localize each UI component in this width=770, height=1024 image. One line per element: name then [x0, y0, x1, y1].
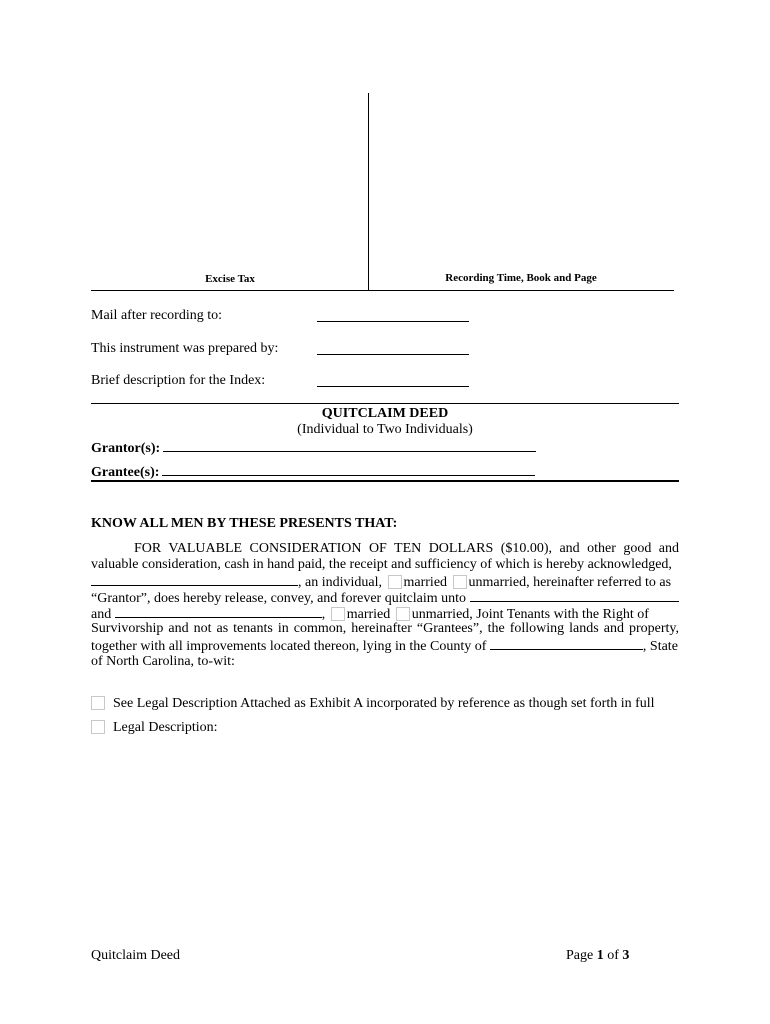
exhibit-a-option[interactable]: [91, 696, 655, 712]
grantor-label: Grantor(s):: [91, 441, 161, 456]
header-divider: [368, 93, 369, 290]
mail-after-recording-label: Mail after recording to:: [91, 308, 223, 323]
footer-title: Quitclaim Deed: [91, 948, 181, 963]
grantees-married-checkbox[interactable]: [331, 607, 345, 621]
body-heading: KNOW ALL MEN BY THESE PRESENTS THAT:: [91, 516, 398, 531]
county-field[interactable]: [490, 637, 643, 650]
deed-title: QUITCLAIM DEED: [321, 406, 449, 421]
grantee-row: [91, 463, 535, 481]
grantor-name-field[interactable]: [91, 573, 298, 586]
survivorship-paragraph: [91, 621, 679, 655]
grantee-2-name-field[interactable]: [115, 605, 322, 618]
grantor-unmarried-checkbox[interactable]: [453, 575, 467, 589]
deed-subtitle: (Individual to Two Individuals): [297, 422, 473, 437]
exhibit-a-label: See Legal Description Attached as Exhibit A incorporated by reference as though set forth in full: [113, 696, 655, 711]
married-label: married: [403, 575, 448, 590]
prepared-by-field[interactable]: [317, 354, 469, 355]
grantor-married-checkbox[interactable]: [388, 575, 402, 589]
grantee-1-name-field[interactable]: [470, 589, 679, 602]
brief-description-label: Brief description for the Index:: [91, 373, 266, 388]
brief-description-field[interactable]: [317, 386, 469, 387]
exhibit-a-checkbox[interactable]: [91, 696, 105, 710]
comma-text: ,: [321, 607, 326, 622]
grantee-label: Grantee(s):: [91, 465, 160, 480]
grantee-field[interactable]: [162, 463, 535, 476]
legal-description-checkbox[interactable]: [91, 720, 105, 734]
grantor-row: [91, 439, 536, 457]
state-text: , State: [642, 639, 678, 655]
north-carolina-line: of North Carolina, to-wit:: [91, 654, 235, 669]
page-number: 1: [596, 948, 604, 963]
page-indicator: [566, 948, 629, 964]
mail-after-recording-field[interactable]: [317, 321, 469, 322]
header-rule: [91, 290, 674, 291]
body-paragraph-1: FOR VALUABLE CONSIDERATION OF TEN DOLLARS ($10.00), and other good and valuable consideration, cash in hand paid, the receipt and sufficiency of which is hereby acknowledged,: [91, 541, 679, 573]
grantees-unmarried-checkbox[interactable]: [396, 607, 410, 621]
excise-tax-label: Excise Tax: [205, 273, 255, 285]
unmarried-label: unmarried, hereinafter referred to as: [468, 575, 672, 590]
individual-text: , an individual,: [298, 575, 382, 590]
page-prefix: Page: [566, 948, 597, 963]
quitclaim-text: “Grantor”, does hereby release, convey, and forever quitclaim unto: [91, 591, 466, 606]
survivorship-text: Survivorship and not as tenants in common, hereinafter “Grantees”, the following lands and property, together with all improvements located thereon, lying in the County of: [91, 621, 679, 655]
prepared-by-label: This instrument was prepared by:: [91, 341, 279, 356]
married-label: married: [346, 607, 391, 622]
unmarried-joint-label: unmarried, Joint Tenants with the Right of: [411, 607, 649, 622]
legal-description-option[interactable]: [91, 720, 218, 736]
section-rule: [91, 403, 679, 404]
recording-label: Recording Time, Book and Page: [445, 272, 597, 284]
parties-rule: [91, 480, 679, 482]
legal-description-label: Legal Description:: [113, 720, 218, 735]
grantor-field[interactable]: [163, 439, 536, 452]
page-total: 3: [622, 948, 630, 963]
and-text: and: [91, 607, 112, 622]
page-of: of: [603, 948, 623, 963]
